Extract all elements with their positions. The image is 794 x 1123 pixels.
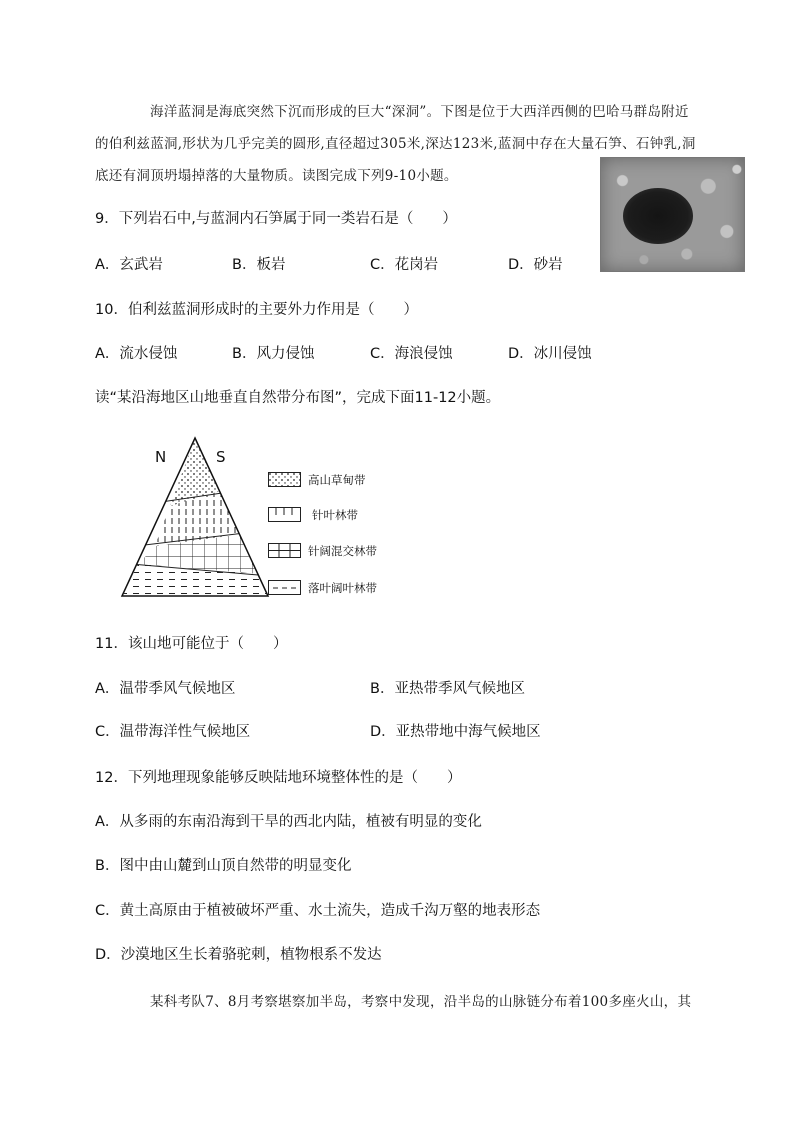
question-11-stem: 11．该山地可能位于（ ）: [95, 636, 288, 652]
q10-option-a: A．流水侵蚀: [95, 346, 178, 362]
blue-hole-photo: [600, 157, 745, 272]
q12-option-a: A．从多雨的东南沿海到干旱的西北内陆，植被有明显的变化: [95, 814, 482, 830]
legend-swatch-deciduous: [268, 580, 302, 596]
intro2: 读“某沿海地区山地垂直自然带分布图”，完成下面11-12小题。: [95, 390, 501, 406]
q9-option-a: A．玄武岩: [95, 257, 163, 273]
question-10-stem: 10．伯利兹蓝洞形成时的主要外力作用是（ ）: [95, 302, 418, 318]
intro1-line1: 海洋蓝洞是海底突然下沉而形成的巨大“深洞”。下图是位于大西洋西侧的巴哈马群岛附近: [150, 104, 689, 120]
q12-option-d: D．沙漠地区生长着骆驼刺，植物根系不发达: [95, 947, 382, 963]
question-9-stem: 9．下列岩石中,与蓝洞内石笋属于同一类岩石是（ ）: [95, 211, 457, 227]
q12-option-b: B．图中由山麓到山顶自然带的明显变化: [95, 858, 352, 874]
north-label: N: [155, 448, 167, 466]
q11-option-d: D．亚热带地中海气候地区: [370, 724, 541, 740]
q11-option-a: A．温带季风气候地区: [95, 681, 236, 697]
q12-option-c: C．黄土高原由于植被破坏严重、水土流失，造成千沟万壑的地表形态: [95, 903, 541, 919]
legend-label-coniferous: 针叶林带: [312, 508, 358, 522]
intro1-line3: 底还有洞顶坍塌掉落的大量物质。读图完成下列9-10小题。: [95, 168, 458, 184]
intro1-line2: 的伯利兹蓝洞,形状为几乎完美的圆形,直径超过305米,深达123米,蓝洞中存在大量石笋、石钟乳,洞: [95, 136, 696, 152]
south-label: S: [216, 448, 226, 466]
legend-swatch-alpine-meadow: [268, 472, 302, 488]
q11-option-b: B．亚热带季风气候地区: [370, 681, 525, 697]
legend-label-alpine-meadow: 高山草甸带: [308, 473, 366, 487]
q10-option-c: C．海浪侵蚀: [370, 346, 453, 362]
intro3: 某科考队7、8月考察堪察加半岛，考察中发现，沿半岛的山脉链分布着100多座火山，其: [150, 994, 692, 1010]
q10-option-b: B．风力侵蚀: [232, 346, 315, 362]
legend-swatch-mixed-forest: [268, 543, 302, 559]
q9-option-b: B．板岩: [232, 257, 286, 273]
q9-option-d: D．砂岩: [508, 257, 563, 273]
q10-option-d: D．冰川侵蚀: [508, 346, 592, 362]
q9-option-c: C．花岗岩: [370, 257, 439, 273]
vertical-zone-diagram: [120, 436, 270, 602]
q11-option-c: C．温带海洋性气候地区: [95, 724, 251, 740]
legend-label-mixed-forest: 针阔混交林带: [308, 544, 377, 558]
question-12-stem: 12．下列地理现象能够反映陆地环境整体性的是（ ）: [95, 770, 462, 786]
legend-label-deciduous: 落叶阔叶林带: [308, 581, 377, 595]
legend-swatch-coniferous: [268, 507, 302, 523]
